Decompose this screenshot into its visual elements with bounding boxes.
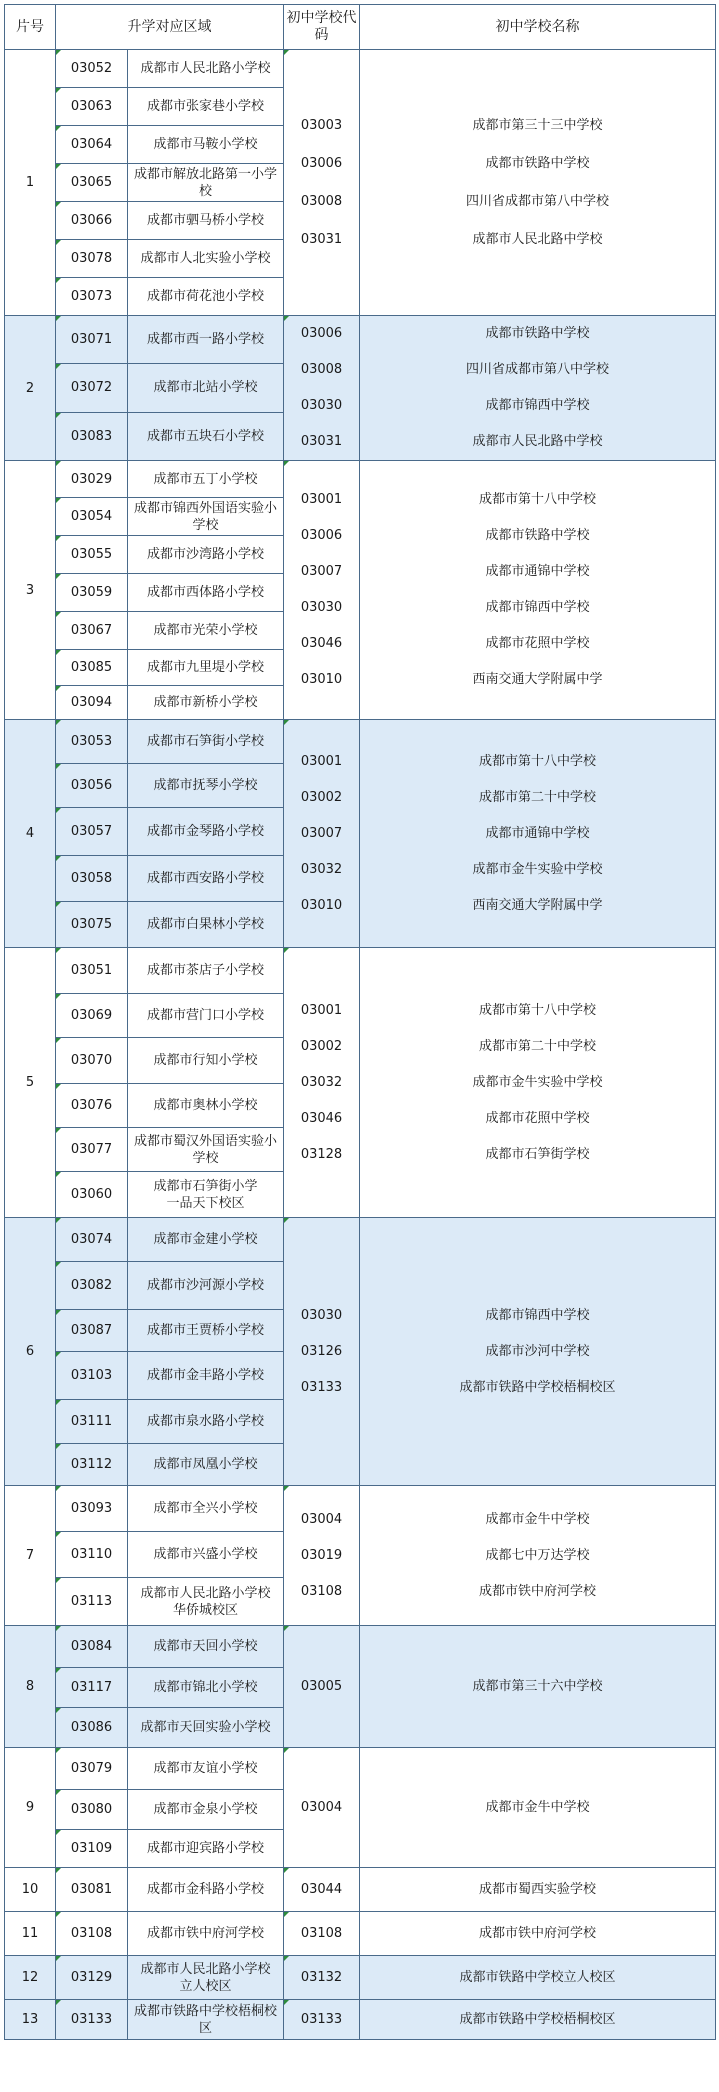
junior-school-name: 成都市铁路中学校梧桐校区 xyxy=(459,2011,616,2027)
primary-school-name xyxy=(128,1912,284,1956)
junior-school-name: 四川省成都市第八中学校 xyxy=(465,362,609,377)
primary-school-code: 03081 xyxy=(56,1868,128,1912)
junior-school-name: 成都市金牛中学校 xyxy=(485,1799,590,1815)
primary-school-name-line: 成都市蜀汉外国语实验小学校 xyxy=(133,1133,277,1166)
junior-code-cell xyxy=(284,1912,360,1956)
primary-school-name-line: 成都市石笋街小学 xyxy=(153,1178,258,1194)
primary-school-name-line: 成都市抚琴小学校 xyxy=(153,778,258,793)
junior-school-code: 03046 xyxy=(300,636,343,651)
junior-school-code: 03108 xyxy=(300,1925,343,1941)
primary-school-name-line: 成都市人民北路小学校 xyxy=(140,61,271,76)
junior-school-code: 03010 xyxy=(300,897,343,913)
junior-school-name: 成都七中万达学校 xyxy=(485,1547,590,1563)
primary-school-name xyxy=(128,1578,284,1626)
junior-school-name: 成都市蜀西实验学校 xyxy=(478,1881,596,1897)
junior-school-code: 03008 xyxy=(300,193,343,209)
primary-school-name-line: 一品天下校区 xyxy=(166,1195,245,1211)
primary-school-name xyxy=(128,650,284,686)
primary-school-name-line: 成都市迎宾路小学校 xyxy=(146,1841,264,1856)
primary-school-name-line: 成都市行知小学校 xyxy=(153,1053,258,1068)
junior-school-name: 成都市金牛中学校 xyxy=(485,1511,590,1527)
primary-school-name-line: 成都市金琴路小学校 xyxy=(146,824,264,839)
primary-school-name-line: 成都市白果林小学校 xyxy=(146,917,264,932)
primary-school-name xyxy=(128,1748,284,1790)
piece-number: 2 xyxy=(5,316,56,461)
table-row xyxy=(5,1868,716,1912)
junior-school-code: 03010 xyxy=(300,672,343,687)
primary-school-code: 03058 xyxy=(56,856,128,902)
junior-name-cell xyxy=(360,1218,716,1486)
junior-school-name: 成都市铁中府河学校 xyxy=(478,1583,596,1599)
primary-school-name xyxy=(128,50,284,88)
table-row xyxy=(5,1486,716,1532)
primary-school-code: 03087 xyxy=(56,1310,128,1352)
primary-school-code: 03067 xyxy=(56,612,128,650)
primary-school-code: 03071 xyxy=(56,316,128,364)
primary-school-code: 03052 xyxy=(56,50,128,88)
primary-school-code: 03109 xyxy=(56,1830,128,1868)
junior-school-name: 成都市石笋街学校 xyxy=(485,1146,590,1162)
primary-school-name xyxy=(128,1868,284,1912)
primary-school-name-line: 成都市西一路小学校 xyxy=(146,332,264,348)
primary-school-name xyxy=(128,720,284,764)
junior-name-cell xyxy=(360,1912,716,1956)
junior-code-cell xyxy=(284,1486,360,1626)
junior-school-code: 03001 xyxy=(300,492,343,507)
header-junior-code: 初中学校代码 xyxy=(284,5,360,50)
junior-school-code: 03032 xyxy=(300,861,343,877)
primary-school-code: 03054 xyxy=(56,498,128,536)
junior-school-code: 03031 xyxy=(300,434,343,449)
primary-school-code: 03066 xyxy=(56,202,128,240)
table-row xyxy=(5,461,716,498)
primary-school-name-line: 成都市五块石小学校 xyxy=(146,428,264,444)
table-row xyxy=(5,1956,716,2000)
primary-school-name-line: 华侨城校区 xyxy=(172,1602,238,1618)
primary-school-code: 03059 xyxy=(56,574,128,612)
primary-school-name-line: 成都市解放北路第一小学校 xyxy=(133,166,277,199)
primary-school-name-line: 立人校区 xyxy=(179,1978,232,1994)
primary-school-name xyxy=(128,536,284,574)
junior-school-name: 成都市沙河中学校 xyxy=(485,1343,590,1359)
primary-school-code: 03055 xyxy=(56,536,128,574)
junior-name-cell xyxy=(360,2000,716,2040)
primary-school-code: 03077 xyxy=(56,1128,128,1172)
primary-school-name-line: 成都市泉水路小学校 xyxy=(146,1414,264,1429)
junior-school-code: 03108 xyxy=(300,1583,343,1599)
primary-school-name xyxy=(128,164,284,202)
primary-school-name xyxy=(128,1310,284,1352)
primary-school-name xyxy=(128,240,284,278)
primary-school-name-line: 成都市营门口小学校 xyxy=(146,1008,264,1023)
primary-school-name xyxy=(128,2000,284,2040)
primary-school-name xyxy=(128,1218,284,1262)
primary-school-name xyxy=(128,1830,284,1868)
junior-school-code: 03030 xyxy=(300,1307,343,1323)
primary-school-name xyxy=(128,364,284,412)
primary-school-name xyxy=(128,88,284,126)
table-row xyxy=(5,948,716,994)
primary-school-code: 03078 xyxy=(56,240,128,278)
primary-school-code: 03094 xyxy=(56,686,128,720)
table-row xyxy=(5,1748,716,1790)
primary-school-code: 03110 xyxy=(56,1532,128,1578)
primary-school-name-line: 成都市石笋街小学校 xyxy=(146,734,264,749)
primary-school-name-line: 成都市五丁小学校 xyxy=(153,471,258,487)
junior-school-code: 03031 xyxy=(300,231,343,247)
junior-school-name: 成都市锦西中学校 xyxy=(485,398,590,413)
junior-school-name: 成都市第三十六中学校 xyxy=(472,1678,603,1694)
primary-school-name-line: 成都市茶店子小学校 xyxy=(146,963,264,978)
junior-school-code: 03046 xyxy=(300,1110,343,1126)
primary-school-name xyxy=(128,1172,284,1218)
primary-school-name-line: 成都市金丰路小学校 xyxy=(146,1368,264,1383)
junior-school-code: 03007 xyxy=(300,825,343,841)
primary-school-name-line: 成都市马鞍小学校 xyxy=(153,137,258,152)
primary-school-code: 03053 xyxy=(56,720,128,764)
junior-school-code: 03006 xyxy=(300,155,343,171)
primary-school-name xyxy=(128,1708,284,1748)
junior-school-code: 03002 xyxy=(300,1038,343,1054)
primary-school-name xyxy=(128,1352,284,1400)
junior-name-cell xyxy=(360,720,716,948)
primary-school-code: 03070 xyxy=(56,1038,128,1084)
primary-school-name-line: 成都市锦西外国语实验小学校 xyxy=(133,500,277,533)
primary-school-code: 03129 xyxy=(56,1956,128,2000)
primary-school-name-line: 成都市西体路小学校 xyxy=(146,585,264,600)
primary-school-name-line: 成都市光荣小学校 xyxy=(153,623,258,638)
piece-number: 13 xyxy=(5,2000,56,2040)
junior-code-cell xyxy=(284,50,360,316)
piece-number: 7 xyxy=(5,1486,56,1626)
primary-school-code: 03085 xyxy=(56,650,128,686)
primary-school-name-line: 成都市奥林小学校 xyxy=(153,1098,258,1113)
primary-school-name xyxy=(128,612,284,650)
primary-school-code: 03074 xyxy=(56,1218,128,1262)
header-junior-name: 初中学校名称 xyxy=(360,5,716,50)
table-row xyxy=(5,50,716,88)
primary-school-code: 03112 xyxy=(56,1444,128,1486)
primary-school-name-line: 成都市王贾桥小学校 xyxy=(146,1323,264,1338)
primary-school-code: 03029 xyxy=(56,461,128,498)
junior-name-cell xyxy=(360,1748,716,1868)
junior-school-code: 03044 xyxy=(300,1881,343,1897)
primary-school-code: 03051 xyxy=(56,948,128,994)
primary-school-name xyxy=(128,316,284,364)
primary-school-code: 03072 xyxy=(56,364,128,412)
junior-school-name: 成都市第十八中学校 xyxy=(478,1002,596,1018)
junior-name-cell xyxy=(360,1486,716,1626)
primary-school-name xyxy=(128,764,284,808)
piece-number: 12 xyxy=(5,1956,56,2000)
primary-school-name-line: 成都市沙湾路小学校 xyxy=(146,547,264,562)
junior-school-name: 成都市金牛实验中学校 xyxy=(472,1074,603,1090)
piece-number: 10 xyxy=(5,1868,56,1912)
primary-school-name-line: 成都市铁中府河学校 xyxy=(146,1926,264,1941)
primary-school-code: 03086 xyxy=(56,1708,128,1748)
junior-school-name: 成都市锦西中学校 xyxy=(485,600,590,615)
junior-school-code: 03003 xyxy=(300,117,343,133)
junior-school-name: 西南交通大学附属中学 xyxy=(472,672,603,687)
junior-school-name: 成都市第二十中学校 xyxy=(478,789,596,805)
table-row xyxy=(5,316,716,364)
primary-school-name xyxy=(128,278,284,316)
junior-code-cell xyxy=(284,2000,360,2040)
primary-school-name xyxy=(128,1532,284,1578)
primary-school-name xyxy=(128,948,284,994)
primary-school-name xyxy=(128,856,284,902)
primary-school-name xyxy=(128,1400,284,1444)
primary-school-code: 03063 xyxy=(56,88,128,126)
junior-code-cell xyxy=(284,316,360,461)
primary-school-code: 03108 xyxy=(56,1912,128,1956)
primary-school-code: 03083 xyxy=(56,412,128,460)
primary-school-name xyxy=(128,1128,284,1172)
primary-school-name xyxy=(128,498,284,536)
primary-school-name xyxy=(128,126,284,164)
primary-school-name xyxy=(128,902,284,948)
primary-school-name xyxy=(128,994,284,1038)
junior-school-code: 03005 xyxy=(300,1678,343,1694)
junior-school-code: 03128 xyxy=(300,1146,343,1162)
primary-school-name-line: 成都市人民北路小学校 xyxy=(140,1961,271,1977)
junior-code-cell xyxy=(284,461,360,720)
junior-school-code: 03008 xyxy=(300,362,343,377)
junior-code-cell xyxy=(284,1626,360,1748)
junior-school-name: 成都市铁路中学校 xyxy=(485,155,590,171)
junior-school-code: 03032 xyxy=(300,1074,343,1090)
junior-school-code: 03126 xyxy=(300,1343,343,1359)
primary-school-name-line: 成都市全兴小学校 xyxy=(153,1501,258,1516)
junior-name-cell xyxy=(360,1626,716,1748)
junior-school-name: 成都市通锦中学校 xyxy=(485,825,590,841)
primary-school-name-line: 成都市金建小学校 xyxy=(153,1232,258,1247)
junior-school-code: 03030 xyxy=(300,600,343,615)
junior-code-cell xyxy=(284,1218,360,1486)
primary-school-name-line: 成都市金科路小学校 xyxy=(146,1882,264,1897)
junior-school-code: 03006 xyxy=(300,326,343,341)
junior-name-cell xyxy=(360,461,716,720)
primary-school-name xyxy=(128,1668,284,1708)
primary-school-code: 03056 xyxy=(56,764,128,808)
junior-school-name: 成都市第十八中学校 xyxy=(478,753,596,769)
primary-school-code: 03076 xyxy=(56,1084,128,1128)
primary-school-code: 03113 xyxy=(56,1578,128,1626)
junior-school-code: 03133 xyxy=(300,2011,343,2027)
junior-school-name: 西南交通大学附属中学 xyxy=(472,897,603,913)
primary-school-name xyxy=(128,1626,284,1668)
junior-name-cell xyxy=(360,50,716,316)
primary-school-name xyxy=(128,1444,284,1486)
junior-school-code: 03019 xyxy=(300,1547,343,1563)
piece-number: 11 xyxy=(5,1912,56,1956)
primary-school-code: 03069 xyxy=(56,994,128,1038)
primary-school-name-line: 成都市兴盛小学校 xyxy=(153,1547,258,1562)
table-row xyxy=(5,1218,716,1262)
primary-school-name-line: 成都市驷马桥小学校 xyxy=(146,213,264,228)
piece-number: 5 xyxy=(5,948,56,1218)
junior-school-name: 成都市金牛实验中学校 xyxy=(472,861,603,877)
junior-name-cell xyxy=(360,948,716,1218)
junior-school-code: 03004 xyxy=(300,1799,343,1815)
primary-school-name-line: 成都市金泉小学校 xyxy=(153,1802,258,1817)
allocation-table xyxy=(4,4,716,2040)
junior-school-name: 成都市第十八中学校 xyxy=(478,492,596,507)
junior-school-name: 成都市人民北路中学校 xyxy=(472,434,603,449)
junior-school-code: 03007 xyxy=(300,564,343,579)
primary-school-code: 03064 xyxy=(56,126,128,164)
piece-number: 4 xyxy=(5,720,56,948)
junior-school-name: 成都市铁路中学校梧桐校区 xyxy=(459,1379,616,1395)
primary-school-name xyxy=(128,686,284,720)
junior-school-name: 成都市锦西中学校 xyxy=(485,1307,590,1323)
primary-school-name xyxy=(128,1084,284,1128)
primary-school-name xyxy=(128,202,284,240)
primary-school-code: 03093 xyxy=(56,1486,128,1532)
primary-school-code: 03060 xyxy=(56,1172,128,1218)
primary-school-name-line: 成都市人北实验小学校 xyxy=(140,251,271,266)
junior-code-cell xyxy=(284,948,360,1218)
primary-school-name xyxy=(128,1790,284,1830)
primary-school-name-line: 成都市沙河源小学校 xyxy=(146,1278,264,1293)
primary-school-name-line: 成都市荷花池小学校 xyxy=(146,289,264,304)
primary-school-name xyxy=(128,574,284,612)
primary-school-code: 03084 xyxy=(56,1626,128,1668)
table-row xyxy=(5,720,716,764)
junior-school-code: 03001 xyxy=(300,753,343,769)
primary-school-code: 03079 xyxy=(56,1748,128,1790)
primary-school-name xyxy=(128,1038,284,1084)
primary-school-code: 03073 xyxy=(56,278,128,316)
junior-school-code: 03006 xyxy=(300,528,343,543)
junior-school-code: 03002 xyxy=(300,789,343,805)
junior-name-cell xyxy=(360,316,716,461)
primary-school-name-line: 成都市友谊小学校 xyxy=(153,1761,258,1776)
junior-school-code: 03133 xyxy=(300,1379,343,1395)
junior-name-cell xyxy=(360,1868,716,1912)
junior-code-cell xyxy=(284,1748,360,1868)
junior-school-name: 成都市通锦中学校 xyxy=(485,564,590,579)
primary-school-code: 03111 xyxy=(56,1400,128,1444)
junior-school-name: 成都市铁路中学校 xyxy=(485,326,590,341)
primary-school-code: 03082 xyxy=(56,1262,128,1310)
junior-school-name: 成都市铁中府河学校 xyxy=(478,1925,596,1941)
junior-school-code: 03030 xyxy=(300,398,343,413)
primary-school-name-line: 成都市天回实验小学校 xyxy=(140,1720,271,1735)
primary-school-code: 03057 xyxy=(56,808,128,856)
table-row xyxy=(5,1626,716,1668)
junior-code-cell xyxy=(284,1956,360,2000)
junior-code-cell xyxy=(284,720,360,948)
primary-school-code: 03065 xyxy=(56,164,128,202)
piece-number: 3 xyxy=(5,461,56,720)
primary-school-name xyxy=(128,1956,284,2000)
piece-number: 9 xyxy=(5,1748,56,1868)
junior-code-cell xyxy=(284,1868,360,1912)
junior-school-name: 四川省成都市第八中学校 xyxy=(465,193,609,209)
header-piece: 片号 xyxy=(5,5,56,50)
primary-school-name-line: 成都市人民北路小学校 xyxy=(140,1585,271,1601)
primary-school-code: 03117 xyxy=(56,1668,128,1708)
primary-school-name-line: 成都市凤凰小学校 xyxy=(153,1457,258,1472)
primary-school-name xyxy=(128,808,284,856)
junior-school-name: 成都市铁路中学校 xyxy=(485,528,590,543)
primary-school-name-line: 成都市西安路小学校 xyxy=(146,871,264,886)
primary-school-code: 03075 xyxy=(56,902,128,948)
piece-number: 8 xyxy=(5,1626,56,1748)
primary-school-name-line: 成都市铁路中学校梧桐校区 xyxy=(133,2003,277,2036)
junior-school-code: 03001 xyxy=(300,1002,343,1018)
junior-school-name: 成都市第二十中学校 xyxy=(478,1038,596,1054)
primary-school-name-line: 成都市张家巷小学校 xyxy=(146,99,264,114)
primary-school-name-line: 成都市九里堤小学校 xyxy=(146,660,264,675)
junior-school-name: 成都市铁路中学校立人校区 xyxy=(459,1969,616,1985)
junior-name-cell xyxy=(360,1956,716,2000)
primary-school-name-line: 成都市新桥小学校 xyxy=(153,695,258,710)
primary-school-name xyxy=(128,461,284,498)
primary-school-code: 03133 xyxy=(56,2000,128,2040)
table-row xyxy=(5,1912,716,1956)
piece-number: 6 xyxy=(5,1218,56,1486)
junior-school-name: 成都市人民北路中学校 xyxy=(472,231,603,247)
header-primary-area: 升学对应区域 xyxy=(56,5,284,50)
table-row xyxy=(5,2000,716,2040)
junior-school-name: 成都市花照中学校 xyxy=(485,1110,590,1126)
junior-school-name: 成都市第三十三中学校 xyxy=(472,117,603,133)
header-row xyxy=(5,5,716,50)
junior-school-name: 成都市花照中学校 xyxy=(485,636,590,651)
primary-school-name xyxy=(128,1262,284,1310)
primary-school-name-line: 成都市北站小学校 xyxy=(153,380,258,396)
junior-school-code: 03004 xyxy=(300,1511,343,1527)
primary-school-code: 03080 xyxy=(56,1790,128,1830)
junior-school-code: 03132 xyxy=(300,1969,343,1985)
primary-school-name-line: 成都市锦北小学校 xyxy=(153,1680,258,1695)
piece-number: 1 xyxy=(5,50,56,316)
primary-school-name-line: 成都市天回小学校 xyxy=(153,1639,258,1654)
primary-school-name xyxy=(128,1486,284,1532)
primary-school-code: 03103 xyxy=(56,1352,128,1400)
primary-school-name xyxy=(128,412,284,460)
